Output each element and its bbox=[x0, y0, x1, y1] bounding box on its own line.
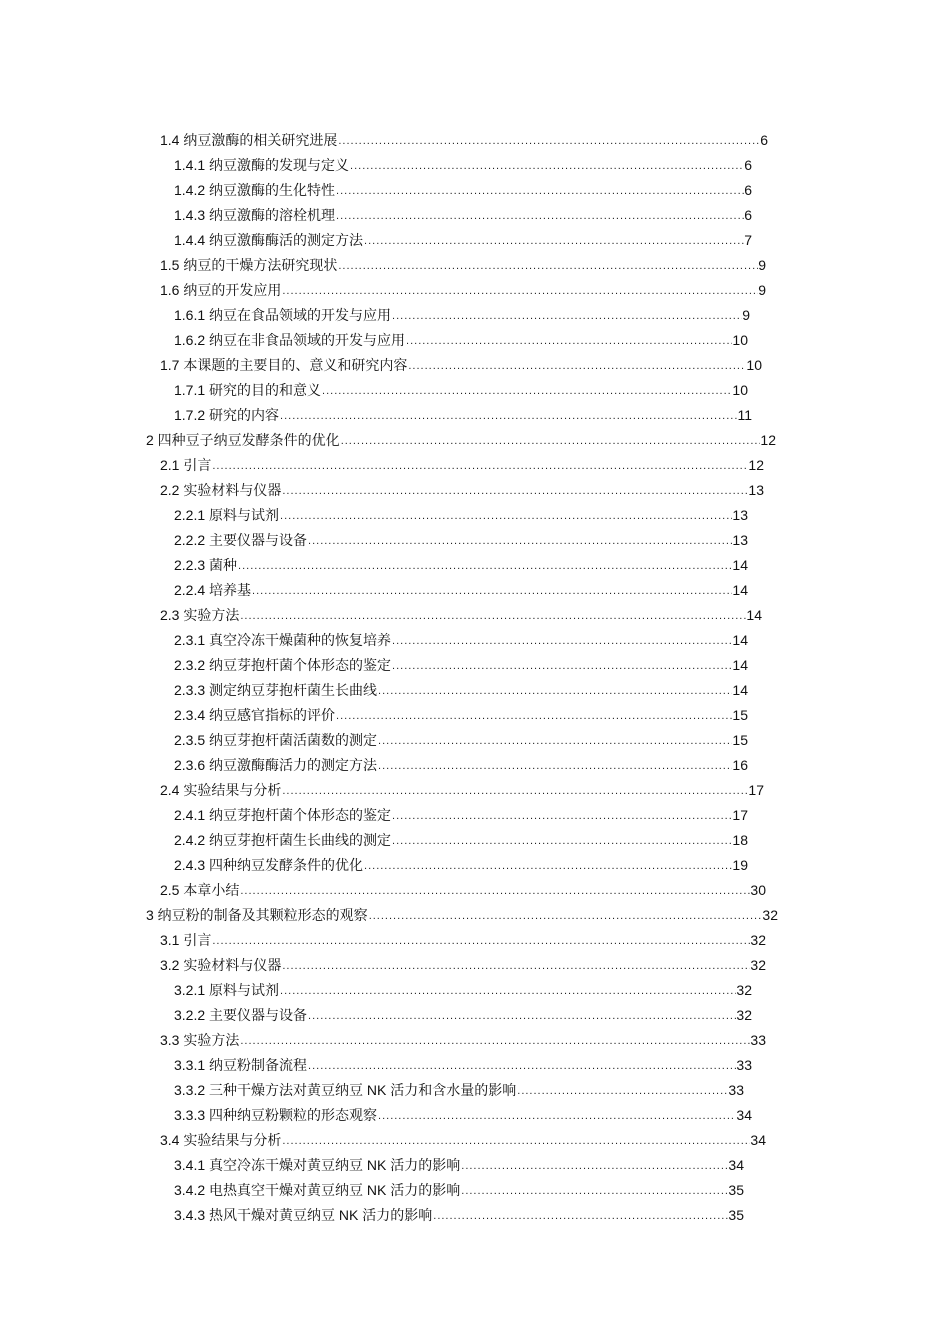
toc-entry-title: 1.4.2 纳豆激酶的生化特性 bbox=[174, 182, 336, 198]
toc-entry-title: 3.2 实验材料与仪器 bbox=[160, 957, 282, 973]
toc-entry[interactable] bbox=[174, 1002, 752, 1024]
toc-leader bbox=[349, 158, 744, 174]
toc-entry[interactable] bbox=[174, 552, 748, 574]
toc-entry-title: 2.3.4 纳豆感官指标的评价 bbox=[174, 707, 336, 723]
toc-entry[interactable] bbox=[174, 577, 748, 599]
toc-entry[interactable] bbox=[174, 402, 752, 424]
toc-entry[interactable] bbox=[174, 527, 748, 549]
toc-entry[interactable] bbox=[174, 727, 748, 749]
toc-entry[interactable] bbox=[160, 277, 766, 299]
toc-entry-page: 9 bbox=[758, 257, 766, 273]
toc-entry-title: 1.4 纳豆激酶的相关研究进展 bbox=[160, 132, 338, 148]
toc-entry-page: 17 bbox=[732, 807, 748, 823]
toc-entry[interactable] bbox=[160, 127, 768, 149]
toc-leader bbox=[405, 333, 732, 349]
toc-entry-title: 2.5 本章小结 bbox=[160, 882, 240, 898]
toc-entry-page: 15 bbox=[732, 707, 748, 723]
toc-entry[interactable] bbox=[160, 952, 766, 974]
toc-entry-page: 33 bbox=[750, 1032, 766, 1048]
toc-entry[interactable] bbox=[174, 202, 752, 224]
toc-entry[interactable] bbox=[174, 152, 752, 174]
toc-entry[interactable] bbox=[174, 1102, 752, 1124]
toc-entry-title: 1.7 本课题的主要目的、意义和研究内容 bbox=[160, 357, 408, 373]
toc-leader bbox=[279, 508, 732, 524]
toc-entry[interactable] bbox=[146, 427, 776, 449]
toc-entry-title: 3.3.2 三种干燥方法对黄豆纳豆 NK 活力和含水量的影响 bbox=[174, 1082, 517, 1098]
toc-entry-title: 2.3.5 纳豆芽抱杆菌活菌数的测定 bbox=[174, 732, 378, 748]
toc-entry-page: 6 bbox=[744, 182, 752, 198]
toc-leader bbox=[307, 533, 732, 549]
toc-entry[interactable] bbox=[174, 652, 748, 674]
toc-leader bbox=[432, 1208, 728, 1224]
toc-entry-title: 3.4.2 电热真空干燥对黄豆纳豆 NK 活力的影响 bbox=[174, 1182, 461, 1198]
toc-leader bbox=[368, 908, 763, 924]
toc-leader bbox=[377, 758, 732, 774]
toc-leader bbox=[335, 708, 732, 724]
toc-entry[interactable] bbox=[174, 227, 752, 249]
toc-entry-title: 1.5 纳豆的干燥方法研究现状 bbox=[160, 257, 338, 273]
toc-entry-title: 3.3 实验方法 bbox=[160, 1032, 240, 1048]
toc-leader bbox=[337, 133, 760, 149]
toc-entry-title: 1.4.3 纳豆激酶的溶栓机理 bbox=[174, 207, 336, 223]
toc-entry-title: 2.4 实验结果与分析 bbox=[160, 782, 282, 798]
toc-entry[interactable] bbox=[174, 977, 752, 999]
toc-leader bbox=[251, 583, 732, 599]
toc-leader bbox=[377, 683, 732, 699]
toc-leader bbox=[239, 1033, 750, 1049]
toc-entry-title: 3.2.2 主要仪器与设备 bbox=[174, 1007, 308, 1023]
toc-entry[interactable] bbox=[160, 1027, 766, 1049]
toc-entry-page: 14 bbox=[746, 607, 762, 623]
toc-leader bbox=[391, 658, 732, 674]
toc-entry-page: 18 bbox=[732, 832, 748, 848]
toc-leader bbox=[363, 858, 732, 874]
toc-leader bbox=[516, 1083, 728, 1099]
toc-entry-title: 2.2.3 菌种 bbox=[174, 557, 238, 573]
toc-entry-title: 1.6.2 纳豆在非食品领域的开发与应用 bbox=[174, 332, 406, 348]
toc-entry-title: 3.2.1 原料与试剂 bbox=[174, 982, 280, 998]
toc-entry[interactable] bbox=[146, 902, 778, 924]
toc-entry[interactable] bbox=[160, 602, 762, 624]
toc-entry-page: 14 bbox=[732, 657, 748, 673]
toc-entry[interactable] bbox=[174, 752, 748, 774]
toc-entry-page: 11 bbox=[737, 407, 752, 423]
toc-entry-title: 2.4.2 纳豆芽抱杆菌生长曲线的测定 bbox=[174, 832, 392, 848]
toc-entry-page: 35 bbox=[728, 1207, 744, 1223]
toc-entry-title: 2.3.2 纳豆芽抱杆菌个体形态的鉴定 bbox=[174, 657, 392, 673]
toc-entry-title: 1.4.1 纳豆激酶的发现与定义 bbox=[174, 157, 350, 173]
toc-entry-page: 15 bbox=[732, 732, 748, 748]
toc-entry-title: 2 四种豆子纳豆发酵条件的优化 bbox=[146, 432, 340, 448]
toc-entry-page: 14 bbox=[732, 682, 748, 698]
toc-entry[interactable] bbox=[174, 1177, 744, 1199]
toc-entry[interactable] bbox=[160, 452, 764, 474]
toc-entry-title: 3.3.3 四种纳豆粉颗粒的形态观察 bbox=[174, 1107, 378, 1123]
toc-entry-page: 34 bbox=[750, 1132, 766, 1148]
toc-entry[interactable] bbox=[174, 1077, 744, 1099]
toc-leader bbox=[211, 458, 748, 474]
toc-entry-page: 32 bbox=[762, 907, 778, 923]
toc-entry-page: 9 bbox=[742, 307, 750, 323]
toc-leader bbox=[335, 208, 744, 224]
toc-entry-page: 32 bbox=[736, 1007, 752, 1023]
toc-entry-page: 7 bbox=[744, 232, 752, 248]
toc-entry[interactable] bbox=[174, 327, 748, 349]
toc-entry[interactable] bbox=[174, 1202, 744, 1224]
toc-entry-title: 2.4.1 纳豆芽抱杆菌个体形态的鉴定 bbox=[174, 807, 392, 823]
toc-leader bbox=[391, 308, 742, 324]
toc-leader bbox=[237, 558, 732, 574]
toc-entry-page: 13 bbox=[732, 507, 748, 523]
toc-entry[interactable] bbox=[160, 252, 766, 274]
toc-entry-page: 13 bbox=[732, 532, 748, 548]
toc-entry[interactable] bbox=[174, 1052, 752, 1074]
toc-entry-page: 16 bbox=[732, 757, 748, 773]
toc-entry-page: 12 bbox=[760, 432, 776, 448]
toc-entry-title: 3.4 实验结果与分析 bbox=[160, 1132, 282, 1148]
toc-leader bbox=[239, 883, 750, 899]
toc-leader bbox=[279, 983, 736, 999]
toc-entry-title: 2.3.1 真空冷冻干燥菌种的恢复培养 bbox=[174, 632, 392, 648]
toc-leader bbox=[279, 408, 737, 424]
toc-entry[interactable] bbox=[174, 377, 748, 399]
toc-entry-page: 32 bbox=[750, 957, 766, 973]
toc-entry[interactable] bbox=[174, 802, 748, 824]
toc-entry[interactable] bbox=[174, 627, 748, 649]
toc-leader bbox=[377, 733, 732, 749]
toc-entry-page: 33 bbox=[736, 1057, 752, 1073]
toc-leader bbox=[281, 783, 748, 799]
toc-leader bbox=[340, 433, 761, 449]
toc-entry-page: 33 bbox=[728, 1082, 744, 1098]
toc-entry[interactable] bbox=[174, 1152, 744, 1174]
toc-entry[interactable] bbox=[160, 777, 764, 799]
toc-entry[interactable] bbox=[160, 1127, 766, 1149]
toc-entry-title: 3 纳豆粉的制备及其颗粒形态的观察 bbox=[146, 907, 368, 923]
toc-leader bbox=[307, 1058, 736, 1074]
toc-entry-title: 3.3.1 纳豆粉制备流程 bbox=[174, 1057, 308, 1073]
toc-leader bbox=[391, 633, 732, 649]
toc-entry[interactable] bbox=[160, 352, 762, 374]
toc-leader bbox=[377, 1108, 736, 1124]
toc-entry-page: 14 bbox=[732, 632, 748, 648]
toc-entry-page: 13 bbox=[748, 482, 764, 498]
toc-entry-page: 6 bbox=[744, 207, 752, 223]
toc-entry-title: 2.3.3 测定纳豆芽抱杆菌生长曲线 bbox=[174, 682, 378, 698]
toc-entry[interactable] bbox=[160, 477, 764, 499]
toc-leader bbox=[281, 958, 750, 974]
toc-leader bbox=[337, 258, 758, 274]
toc-leader bbox=[460, 1183, 728, 1199]
toc-entry[interactable] bbox=[174, 852, 748, 874]
toc-entry-page: 35 bbox=[728, 1182, 744, 1198]
toc-leader bbox=[391, 833, 732, 849]
toc-entry-page: 6 bbox=[744, 157, 752, 173]
toc-entry-page: 32 bbox=[750, 932, 766, 948]
toc-entry-title: 1.7.2 研究的内容 bbox=[174, 407, 280, 423]
toc-entry-page: 14 bbox=[732, 582, 748, 598]
toc-entry-title: 2.2.4 培养基 bbox=[174, 582, 252, 598]
toc-entry[interactable] bbox=[160, 877, 766, 899]
toc-leader bbox=[281, 483, 748, 499]
toc-entry-title: 2.2.2 主要仪器与设备 bbox=[174, 532, 308, 548]
toc-entry-title: 2.3 实验方法 bbox=[160, 607, 240, 623]
toc-entry-title: 3.4.1 真空冷冻干燥对黄豆纳豆 NK 活力的影响 bbox=[174, 1157, 461, 1173]
toc-entry-title: 1.6 纳豆的开发应用 bbox=[160, 282, 282, 298]
toc-entry-page: 32 bbox=[736, 982, 752, 998]
toc-leader bbox=[407, 358, 746, 374]
toc-entry-page: 30 bbox=[750, 882, 766, 898]
toc-entry-title: 2.3.6 纳豆激酶酶活力的测定方法 bbox=[174, 757, 378, 773]
toc-entry-page: 17 bbox=[748, 782, 764, 798]
toc-entry-page: 10 bbox=[732, 332, 748, 348]
toc-entry-page: 9 bbox=[758, 282, 766, 298]
toc-entry-page: 6 bbox=[760, 132, 768, 148]
toc-entry-title: 2.2.1 原料与试剂 bbox=[174, 507, 280, 523]
toc-entry-page: 10 bbox=[732, 382, 748, 398]
toc-leader bbox=[321, 383, 732, 399]
toc-leader bbox=[391, 808, 732, 824]
toc-entry-page: 34 bbox=[736, 1107, 752, 1123]
toc-entry-title: 1.4.4 纳豆激酶酶活的测定方法 bbox=[174, 232, 364, 248]
toc-entry[interactable] bbox=[174, 827, 748, 849]
toc-leader bbox=[363, 233, 744, 249]
toc-entry[interactable] bbox=[174, 677, 748, 699]
toc-leader bbox=[335, 183, 744, 199]
toc-entry[interactable] bbox=[160, 927, 766, 949]
toc-leader bbox=[281, 283, 758, 299]
toc-leader bbox=[307, 1008, 736, 1024]
toc-entry[interactable] bbox=[174, 502, 748, 524]
toc-entry-page: 34 bbox=[728, 1157, 744, 1173]
toc-entry-title: 2.4.3 四种纳豆发酵条件的优化 bbox=[174, 857, 364, 873]
toc-entry[interactable] bbox=[174, 702, 748, 724]
toc-entry-page: 10 bbox=[746, 357, 762, 373]
toc-entry-page: 19 bbox=[732, 857, 748, 873]
toc-leader bbox=[281, 1133, 750, 1149]
toc-leader bbox=[460, 1158, 728, 1174]
toc-entry-page: 14 bbox=[732, 557, 748, 573]
toc-entry-title: 1.7.1 研究的目的和意义 bbox=[174, 382, 322, 398]
toc-entry-title: 2.1 引言 bbox=[160, 457, 212, 473]
toc-entry-page: 12 bbox=[748, 457, 764, 473]
toc-entry[interactable] bbox=[174, 302, 750, 324]
toc-entry-title: 3.4.3 热风干燥对黄豆纳豆 NK 活力的影响 bbox=[174, 1207, 433, 1223]
toc-entry-title: 2.2 实验材料与仪器 bbox=[160, 482, 282, 498]
toc-entry-title: 1.6.1 纳豆在食品领域的开发与应用 bbox=[174, 307, 392, 323]
toc-entry[interactable] bbox=[174, 177, 752, 199]
toc-leader bbox=[239, 608, 746, 624]
toc-entry-title: 3.1 引言 bbox=[160, 932, 212, 948]
toc-leader bbox=[211, 933, 750, 949]
